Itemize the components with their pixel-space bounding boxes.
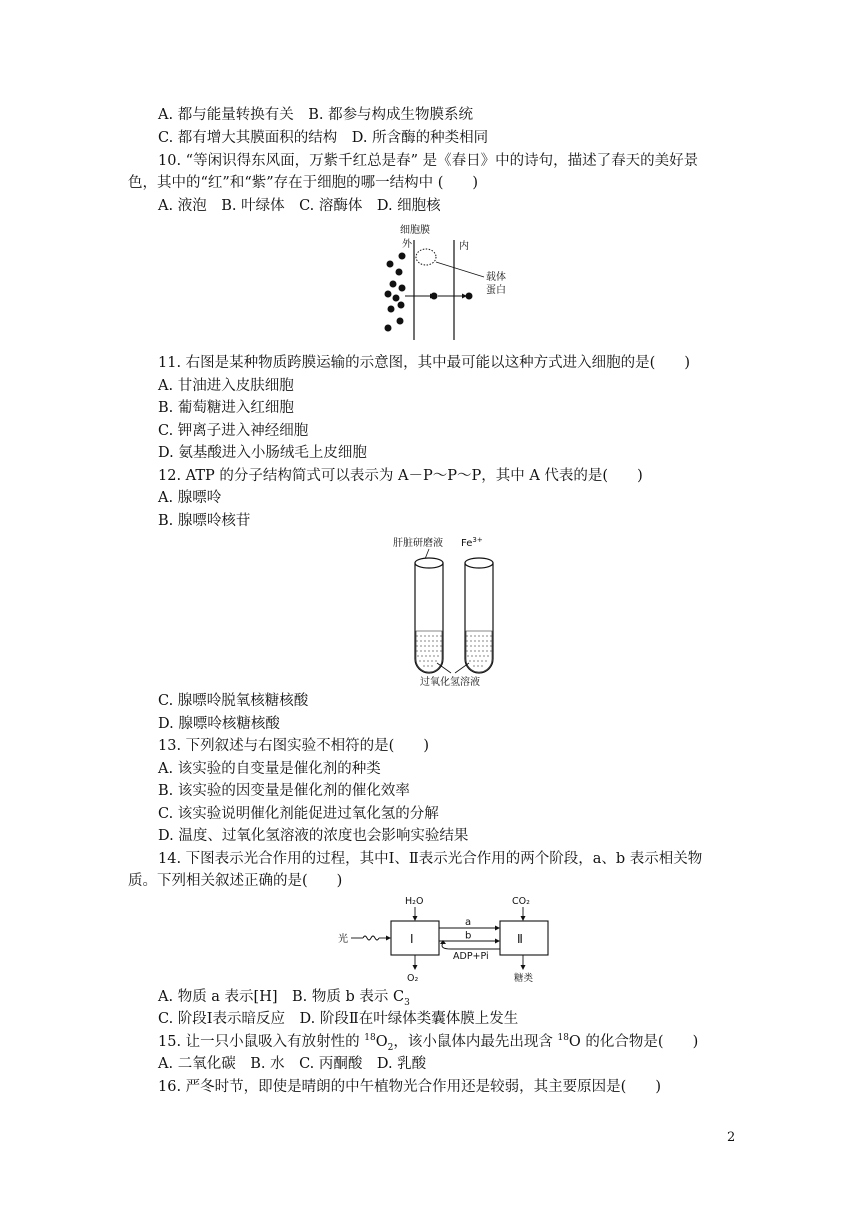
q12-option-b: B. 腺嘌呤核苷 [158, 513, 251, 529]
substance-b-label: b [465, 930, 472, 942]
photosynthesis-figure [335, 893, 575, 983]
h2o-label: H₂O [405, 896, 424, 907]
adp-pi-label: ADP+Pi [453, 951, 489, 962]
membrane-label: 细胞膜 [400, 225, 430, 236]
stage-1-label: Ⅰ [410, 932, 414, 946]
inside-label: 内 [459, 241, 469, 252]
q10-stem-line1: 10. “等闲识得东风面，万紫千红总是春” 是《春日》中的诗句，描述了春天的美好景 [158, 153, 699, 169]
q12-option-d: D. 腺嘌呤核糖核酸 [158, 716, 280, 732]
stage-2-label: Ⅱ [517, 932, 523, 946]
q13-option-c: C. 该实验说明催化剂能促进过氧化氢的分解 [158, 806, 439, 822]
q11-option-a: A. 甘油进入皮肤细胞 [158, 378, 294, 394]
q9-options-ab: A. 都与能量转换有关 B. 都参与构成生物膜系统 [158, 107, 474, 123]
q14-stem-line1: 14. 下图表示光合作用的过程，其中Ⅰ、Ⅱ表示光合作用的两个阶段，a、b 表示相关物 [158, 851, 703, 867]
carrier-label-2: 蛋白 [486, 285, 506, 296]
q9-options-cd: C. 都有增大其膜面积的结构 D. 所含酶的种类相同 [158, 130, 489, 146]
q14-options-ab: A. 物质 a 表示[H] B. 物质 b 表示 $C_3$ [158, 989, 410, 1008]
q14-options-cd: C. 阶段Ⅰ表示暗反应 D. 阶段Ⅱ在叶绿体类囊体膜上发生 [158, 1011, 519, 1027]
outside-label: 外 [402, 239, 412, 250]
q13-option-b: B. 该实验的因变量是催化剂的催化效率 [158, 783, 410, 799]
q15-options: A. 二氧化碳 B. 水 C. 丙酮酸 D. 乳酸 [158, 1056, 427, 1072]
q12-option-c: C. 腺嘌呤脱氧核糖核酸 [158, 693, 309, 709]
q11-stem: 11. 右图是某种物质跨膜运输的示意图，其中最可能以这种方式进入细胞的是( ) [158, 355, 690, 371]
q13-option-d: D. 温度、过氧化氢溶液的浓度也会影响实验结果 [158, 828, 469, 844]
q12-stem: 12. ATP 的分子结构简式可以表示为 A－P～P～P，其中 A 代表的是( ) [158, 468, 643, 484]
stage-1-box [391, 921, 439, 955]
q15-stem: 15. 让一只小鼠吸入有放射性的 $^{18}O_2$，该小鼠体内最先出现含 $^{18}$O 的化合物是( ) [158, 1033, 699, 1053]
stage-2-box [500, 921, 548, 955]
q10-stem-line2: 色，其中的“红”和“紫”存在于细胞的哪一结构中 ( ) [128, 175, 479, 191]
fe-charge: 3+ [472, 536, 483, 544]
right-test-tube [465, 558, 493, 673]
svg-text:Fe3+ [461, 536, 483, 549]
sugar-label: 糖类 [514, 973, 534, 983]
substance-a-label: a [465, 917, 472, 928]
co2-label: CO₂ [512, 896, 530, 907]
o2-label: O₂ [407, 973, 419, 983]
q11-option-b: B. 葡萄糖进入红细胞 [158, 400, 294, 416]
carrier-label-1: 载体 [486, 272, 506, 283]
membrane-transport-figure [380, 222, 520, 342]
q10-options: A. 液泡 B. 叶绿体 C. 溶酶体 D. 细胞核 [158, 198, 441, 214]
q14-stem-line2: 质。下列相关叙述正确的是( ) [128, 873, 343, 889]
liver-extract-label: 肝脏研磨液 [393, 538, 443, 549]
light-label: 光 [338, 934, 348, 945]
page-number: 2 [727, 1130, 736, 1145]
q16-stem: 16. 严冬时节，即使是晴朗的中午植物光合作用还是较弱，其主要原因是( ) [158, 1079, 661, 1095]
fe-label: Fe [461, 538, 473, 549]
q13-stem: 13. 下列叙述与右图实验不相符的是( ) [158, 738, 429, 754]
q11-option-d: D. 氨基酸进入小肠绒毛上皮细胞 [158, 445, 367, 461]
test-tubes-figure [385, 533, 515, 688]
q13-option-a: A. 该实验的自变量是催化剂的种类 [158, 761, 381, 777]
left-test-tube [415, 558, 443, 673]
q12-option-a: A. 腺嘌呤 [158, 490, 222, 506]
q11-option-c: C. 钾离子进入神经细胞 [158, 423, 309, 439]
h2o2-label: 过氧化氢溶液 [420, 677, 480, 688]
